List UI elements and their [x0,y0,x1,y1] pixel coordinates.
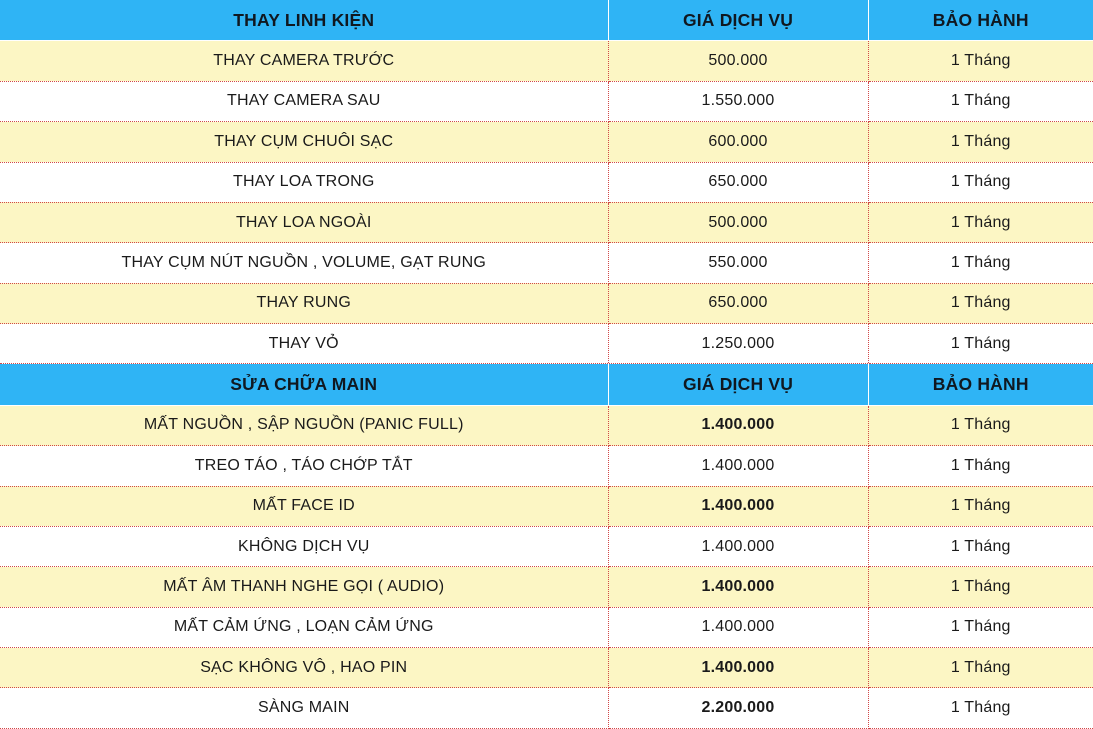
service-price: 650.000 [608,283,868,323]
warranty-period: 1 Tháng [868,648,1093,688]
column-header-service: THAY LINH KIỆN [0,0,608,41]
service-name: MẤT CẢM ỨNG , LOẠN CẢM ỨNG [0,607,608,647]
table-row [0,122,1093,162]
warranty-period: 1 Tháng [868,405,1093,445]
warranty-period: 1 Tháng [868,567,1093,607]
warranty-period: 1 Tháng [868,162,1093,202]
service-name: THAY LOA TRONG [0,162,608,202]
service-name: THAY CỤM CHUÔI SẠC [0,122,608,162]
table-row [0,648,1093,688]
table-row [0,324,1093,364]
service-name: MẤT NGUỒN , SẬP NGUỒN (PANIC FULL) [0,405,608,445]
column-header-warranty: BẢO HÀNH [868,364,1093,405]
warranty-period: 1 Tháng [868,122,1093,162]
warranty-period: 1 Tháng [868,607,1093,647]
table-row [0,688,1093,729]
service-name: MẤT FACE ID [0,486,608,526]
table-row [0,81,1093,121]
service-price: 650.000 [608,162,868,202]
table-row [0,41,1093,81]
table-row [0,405,1093,445]
service-price: 1.400.000 [608,648,868,688]
service-name: THAY CAMERA SAU [0,81,608,121]
warranty-period: 1 Tháng [868,688,1093,729]
table-row [0,202,1093,242]
warranty-period: 1 Tháng [868,283,1093,323]
table-row [0,446,1093,486]
service-name: THAY RUNG [0,283,608,323]
service-name: THAY CỤM NÚT NGUỒN , VOLUME, GẠT RUNG [0,243,608,283]
service-name: TREO TÁO , TÁO CHỚP TẮT [0,446,608,486]
warranty-period: 1 Tháng [868,446,1093,486]
column-header-price: GIÁ DỊCH VỤ [608,364,868,405]
service-price: 600.000 [608,122,868,162]
service-price: 1.400.000 [608,405,868,445]
table-row [0,162,1093,202]
service-price: 1.250.000 [608,324,868,364]
service-price: 1.550.000 [608,81,868,121]
column-header-price: GIÁ DỊCH VỤ [608,0,868,41]
service-name: MẤT ÂM THANH NGHE GỌI ( AUDIO) [0,567,608,607]
table-row [0,607,1093,647]
table-row [0,283,1093,323]
section-header-parts [0,0,1093,41]
service-name: SẠC KHÔNG VÔ , HAO PIN [0,648,608,688]
service-price: 500.000 [608,202,868,242]
service-name: THAY VỎ [0,324,608,364]
column-header-warranty: BẢO HÀNH [868,0,1093,41]
service-price: 500.000 [608,41,868,81]
service-price: 1.400.000 [608,607,868,647]
table-row [0,526,1093,566]
table-row [0,567,1093,607]
service-price: 1.400.000 [608,526,868,566]
table-row [0,243,1093,283]
table-row [0,486,1093,526]
warranty-period: 1 Tháng [868,243,1093,283]
warranty-period: 1 Tháng [868,526,1093,566]
column-header-service: SỬA CHỮA MAIN [0,364,608,405]
service-name: THAY CAMERA TRƯỚC [0,41,608,81]
warranty-period: 1 Tháng [868,486,1093,526]
section-header-mainboard [0,364,1093,405]
warranty-period: 1 Tháng [868,202,1093,242]
service-name: SÀNG MAIN [0,688,608,729]
service-price: 550.000 [608,243,868,283]
service-price: 1.400.000 [608,486,868,526]
service-price: 1.400.000 [608,567,868,607]
service-price: 1.400.000 [608,446,868,486]
service-name: THAY LOA NGOÀI [0,202,608,242]
warranty-period: 1 Tháng [868,81,1093,121]
service-name: KHÔNG DỊCH VỤ [0,526,608,566]
service-price: 2.200.000 [608,688,868,729]
warranty-period: 1 Tháng [868,41,1093,81]
warranty-period: 1 Tháng [868,324,1093,364]
